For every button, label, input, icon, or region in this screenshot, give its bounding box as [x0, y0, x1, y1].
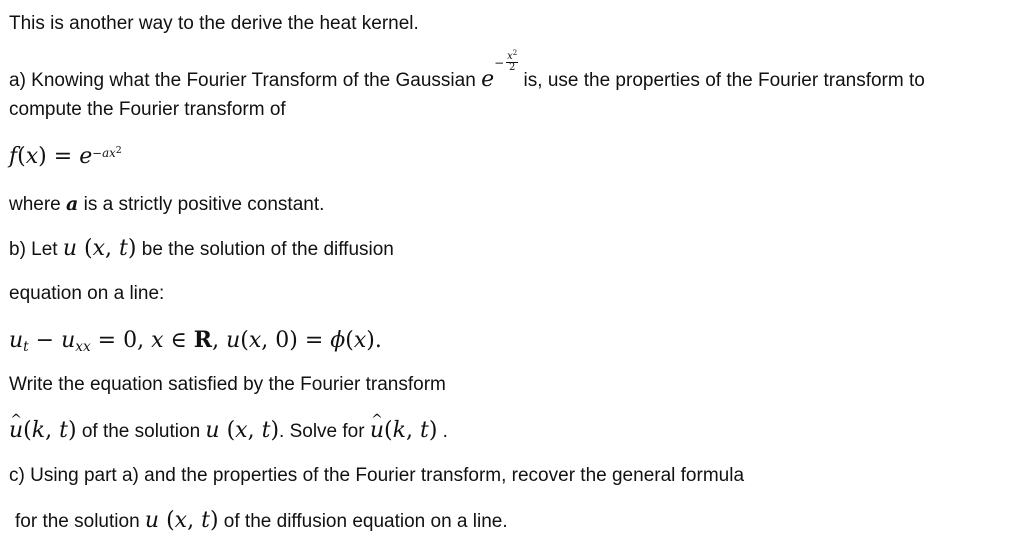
constant-a: a	[66, 193, 79, 215]
part-a-line-2: compute the Fourier transform of	[9, 99, 286, 120]
part-b-text-1: b) Let	[9, 239, 63, 260]
part-b-line-2: equation on a line:	[9, 283, 165, 304]
u-of-x-t: u	[62, 236, 78, 261]
part-b-text-5b: . Solve for	[279, 421, 370, 442]
part-b-line-4: Write the equation satisfied by the Fourier transform	[9, 374, 446, 395]
part-a-line-1	[9, 49, 925, 93]
part-b-text-5c: .	[437, 421, 448, 442]
part-c-line-1: c) Using part a) and the properties of the Fourier transform, recover the general formula	[9, 465, 745, 486]
part-b-line-1: b) Let u (x, t) be the solution of the diffusion	[9, 236, 394, 261]
part-a-where-line	[9, 192, 324, 217]
where-text: is a strictly positive constant.	[78, 194, 325, 215]
part-b-line-5: u ^(k, t) of the solution u (x, t). Solve for u ^(k, t) .	[9, 419, 448, 444]
part-c-line-2: for the solution u (x, t) of the diffusion equation on a line.	[15, 508, 508, 533]
part-b-text-5a: of the solution	[76, 421, 206, 442]
part-a-text-1: a) Knowing what the Fourier Transform of the Gaussian	[9, 70, 482, 91]
part-c-text-1: for the solution	[15, 511, 145, 532]
gaussian-exponent: − $\frac{x^2}{2}$	[494, 49, 518, 73]
intro-text: This is another way to the derive the heat kernel.	[9, 13, 419, 34]
part-a-text-2: is, use the properties of the Fourier transform to	[518, 70, 925, 91]
diffusion-equation: $u_t - u_{xx} = 0$, x ∈ R, u(x, 0) = ϕ(x).	[9, 327, 382, 356]
gaussian-expression: e	[481, 67, 495, 92]
function-definition: $f(x) = e^{-ax^2}$	[9, 144, 122, 169]
part-c-text-2: of the diffusion equation on a line.	[218, 511, 508, 532]
part-b-text-2: be the solution of the diffusion	[136, 239, 394, 260]
where-label: where	[9, 194, 67, 215]
